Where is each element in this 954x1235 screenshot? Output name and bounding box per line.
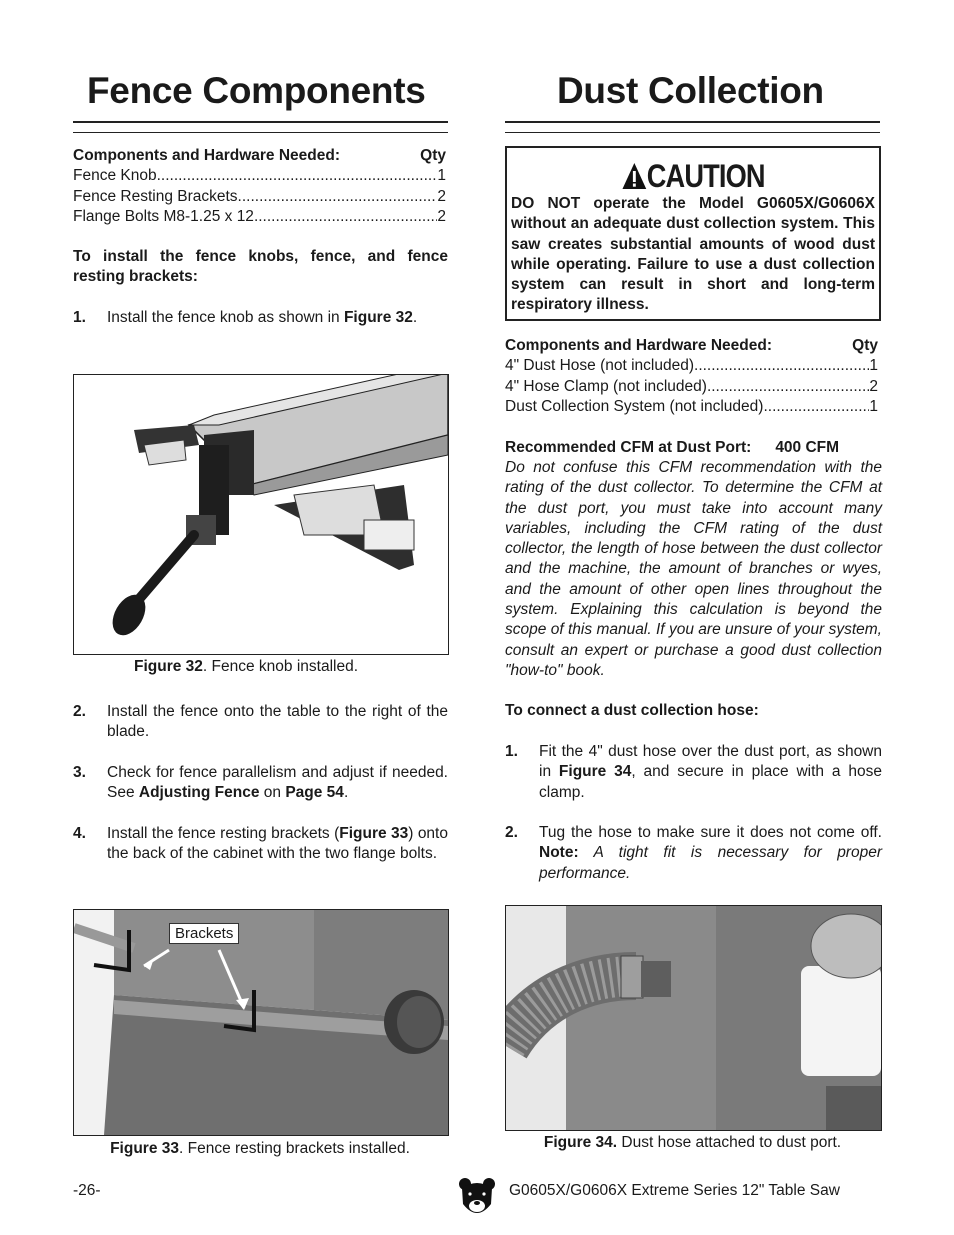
figure-33-image: [73, 909, 449, 1136]
hardware-item: 4" Hose Clamp (not included) ..... 2: [505, 377, 878, 397]
fence-hardware-list: [73, 146, 446, 227]
hardware-item: 4" Dust Hose (not included) ..... 1: [505, 356, 878, 376]
model-footer: G0605X/G0606X Extreme Series 12" Table Saw: [509, 1182, 840, 1199]
connect-heading: To connect a dust collection hose:: [505, 702, 759, 719]
dust-step-1: 1. Fit the 4" dust hose over the dust port, as shown in Figure 34, and secure in place with a hose clamp.: [505, 743, 882, 801]
fence-knob-illustration: [74, 375, 448, 654]
hardware-item: Fence Knob ..... 1: [73, 166, 446, 186]
dust-step-2: 2. Tug the hose to make sure it does not come off. Note: A tight fit is necessary for proper performance.: [505, 824, 882, 882]
hardware-item: Fence Resting Brackets ..... 2: [73, 187, 446, 207]
dust-hardware-list: [505, 336, 878, 417]
fence-step-1: 1. Install the fence knob as shown in Figure 32.: [73, 309, 418, 326]
title-rule: [73, 121, 448, 133]
bear-logo: [457, 1176, 497, 1225]
cfm-row: Recommended CFM at Dust Port: 400 CFM: [505, 439, 840, 456]
install-heading: To install the fence knobs, fence, and fence resting brackets:: [73, 248, 448, 286]
caution-header: CAUTION: [535, 158, 851, 194]
figure-32-image: [73, 374, 449, 655]
hardware-item: Flange Bolts M8-1.25 x 12 ..... 2: [73, 207, 446, 227]
brackets-callout: Brackets: [169, 923, 239, 944]
figure-34-image: [505, 905, 882, 1131]
dust-collection-title: Dust Collection: [557, 70, 824, 111]
figure-33-caption: Figure 33. Fence resting brackets installed.: [110, 1140, 410, 1157]
cabinet-brackets-illustration: [74, 910, 448, 1135]
dust-hose-illustration: [506, 906, 881, 1130]
hardware-item: Dust Collection System (not included) ..... 1: [505, 397, 878, 417]
fence-components-title: Fence Components: [87, 70, 426, 111]
fence-step-2: 2. Install the fence onto the table to the right of the blade.: [73, 703, 448, 741]
fence-step-3: 3. Check for fence parallelism and adjust if needed. See Adjusting Fence on Page 54.: [73, 764, 448, 802]
figure-32-caption: Figure 32. Fence knob installed.: [133, 658, 358, 675]
hardware-header-row: Components and Hardware Needed: Qty: [505, 337, 878, 354]
hardware-header-row: Components and Hardware Needed: Qty: [73, 147, 446, 164]
page-number: -26-: [73, 1182, 101, 1199]
cfm-note: Do not confuse this CFM recommendation with the rating of the dust collector. To determine the CFM at the dust port, you must take into account many variables, including the CFM rating of the dust collector, the length of hose between the dust collector and the machine, the amount of branches or wyes, and the amount of other open lines throughout the system. Explaining this calculation is beyond the scope of this manual. If you are unsure of your system, consult an expert or purchase a good dust collection "how-to" book.: [505, 459, 882, 679]
title-rule: [505, 121, 880, 133]
bear-logo-icon: [457, 1176, 497, 1220]
caution-text: DO NOT operate the Model G0605X/G0606X without an adequate dust collection system. This saw creates substantial amounts of wood dust while operating. Failure to use a dust collection system can result in short and long-term respiratory illness.: [511, 195, 875, 314]
warning-triangle-icon: [621, 162, 647, 190]
fence-step-4: 4. Install the fence resting brackets (Figure 33) onto the back of the cabinet with the two flange bolts.: [73, 825, 448, 863]
figure-34-caption: Figure 34. Dust hose attached to dust port.: [543, 1134, 842, 1151]
caution-box: [505, 146, 881, 321]
